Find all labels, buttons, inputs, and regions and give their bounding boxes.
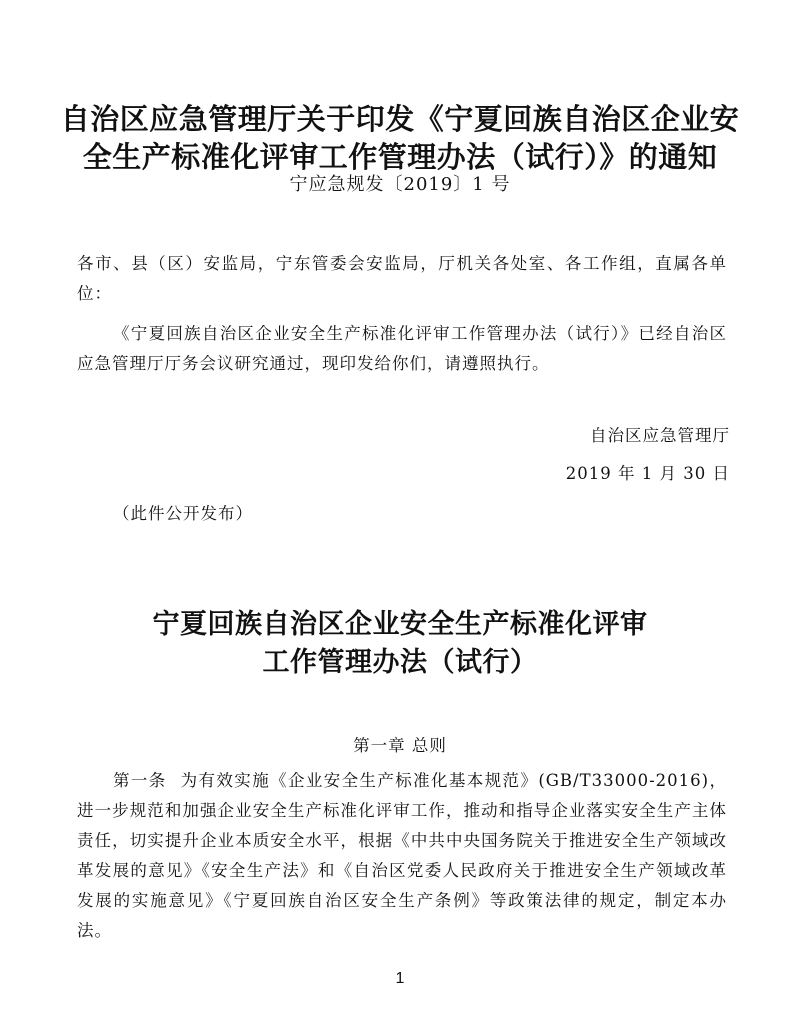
page-number: 1 <box>395 970 405 987</box>
publication-note: （此件公开发布） <box>113 504 253 523</box>
measures-title-line-1: 宁夏回族自治区企业安全生产标准化评审 <box>152 609 648 640</box>
article-1-label: 第一条 <box>113 771 167 790</box>
measures-title <box>60 606 740 682</box>
notice-title-line-1: 自治区应急管理厅关于印发《宁夏回族自治区企业安 <box>60 102 740 136</box>
notice-title <box>60 100 740 176</box>
notice-body: 《宁夏回族自治区企业安全生产标准化评审工作管理办法（试行）》已经自治区应急管理厅厅务会议研究通过，现印发给你们，请遵照执行。 <box>77 324 727 373</box>
measures-title-line-2: 工作管理办法（试行） <box>262 647 538 678</box>
document-number: 宁应急规发〔2019〕1 号 <box>289 174 511 195</box>
addressee: 各市、县（区）安监局，宁东管委会安监局，厅机关各处室、各工作组，直属各单位： <box>77 254 727 303</box>
notice-title-line-2: 全生产标准化评审工作管理办法（试行）》的通知 <box>82 140 718 174</box>
chapter-heading: 第一章 总则 <box>353 736 447 755</box>
issue-date: 2019 年 1 月 30 日 <box>565 464 730 483</box>
issuing-authority: 自治区应急管理厅 <box>590 426 730 445</box>
article-1 <box>77 766 727 946</box>
article-1-text: 为有效实施《企业安全生产标准化基本规范》(GB/T33000-2016)，进一步规范和加强企业安全生产标准化评审工作，推动和指导企业落实安全生产主体责任，切实提升企业本质安全水平，根据《中共中央国务院关于推进安全生产领域改革发展的意见》《安全生产法》和《自治区党委人民政府关于推进安全生产领域改革发展的实施意见》《宁夏回族自治区安全生产条例》等政策法律的规定，制定本办法。 <box>77 771 727 940</box>
